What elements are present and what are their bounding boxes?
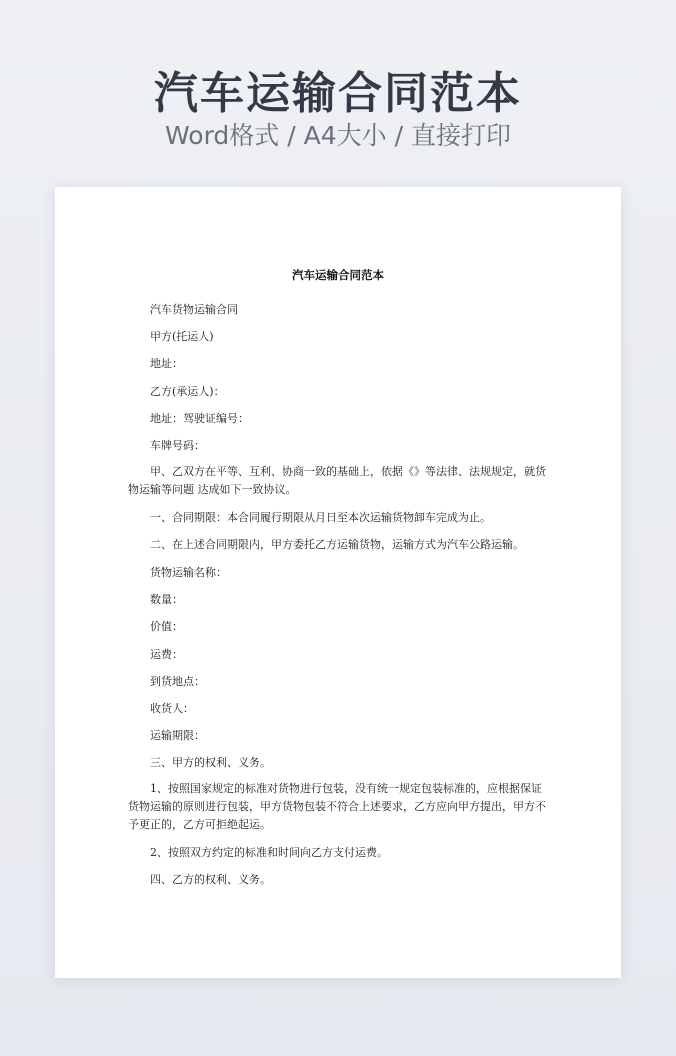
doc-line-party-a-rights-heading: 三、甲方的权利、义务。 [150,756,271,769]
doc-line-goods-name: 货物运输名称： [150,566,227,579]
doc-line-party-a: 甲方(托运人) [150,330,214,343]
doc-line-value: 价值： [150,620,183,633]
doc-line-party-b-address: 地址：驾驶证编号： [150,412,249,425]
doc-line-term: 一、合同期限：本合同履行期限从月日至本次运输货物卸车完成为止。 [150,511,491,524]
doc-line-freight: 运费： [150,648,183,661]
doc-paragraph-preamble: 甲、乙双方在平等、互利、协商一致的基础上，依据《》等法律、法规规定，就货物运输等问题 达成如下一致协议。 [128,465,546,496]
doc-line-transport-period: 运输期限： [150,729,205,742]
doc-line-payment: 2、按照双方约定的标准和时间向乙方支付运费。 [150,846,388,859]
doc-line-contract-name: 汽车货物运输合同 [150,303,238,316]
doc-line-transport-method: 二、在上述合同期限内，甲方委托乙方运输货物，运输方式为汽车公路运输。 [150,538,524,551]
page-subtitle: Word格式 / A4大小 / 直接打印 [165,121,511,150]
document-page [55,187,621,978]
doc-line-destination: 到货地点： [150,675,205,688]
doc-line-plate-number: 车牌号码： [150,439,205,452]
doc-paragraph-packaging: 1、按照国家规定的标准对货物进行包装，没有统一规定包装标准的，应根据保证货物运输的原则进行包装，甲方货物包装不符合上述要求，乙方应向甲方提出，甲方不予更正的，乙方可拒绝起运。 [128,782,546,831]
doc-line-consignee: 收货人： [150,702,194,715]
doc-line-party-b-rights-heading: 四、乙方的权利、义务。 [150,873,271,886]
document-title: 汽车运输合同范本 [292,268,384,282]
doc-line-party-a-address: 地址： [150,357,183,370]
page-title: 汽车运输合同范本 [154,68,522,119]
doc-line-quantity: 数量： [150,593,183,606]
doc-line-party-b: 乙方(承运人)： [150,385,225,398]
